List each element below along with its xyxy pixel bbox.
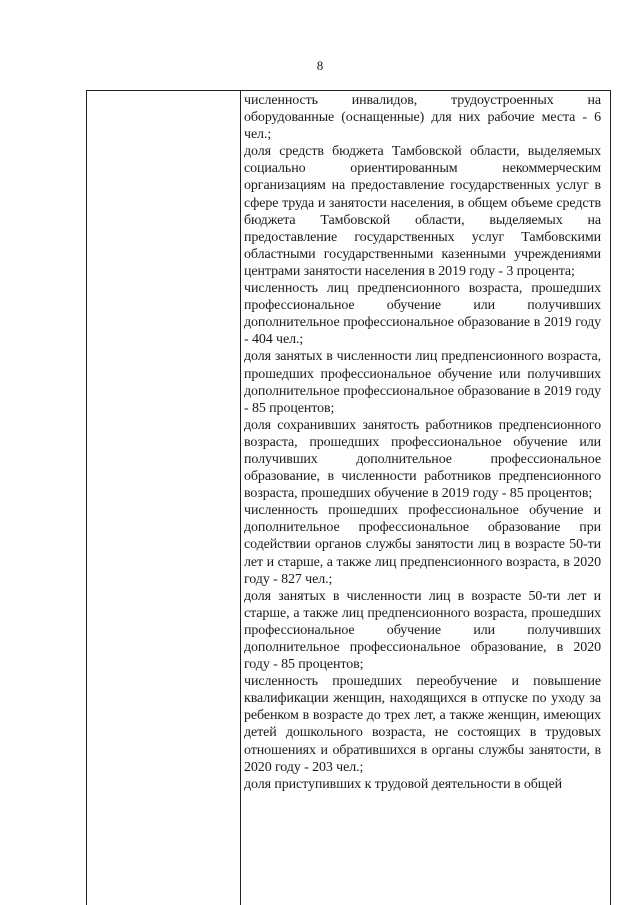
indicator-paragraph: доля занятых в численности лиц предпенсионного возраста, прошедших профессиональное обучение или получивших дополнительное профессиональное образование в 2019 году - 85 процентов; [244, 349, 601, 416]
indicator-paragraph: доля приступивших к трудовой деятельности в общей [244, 776, 562, 792]
indicator-paragraph: численность прошедших переобучение и повышение квалификации женщин, находящихся в отпуске по уходу за ребенком в возрасте до трех лет, а также женщин, имеющих детей дошкольного возраста, не состоящих в трудовых отношениях и обратившихся в органы службы занятости, в 2020 году - 203 чел.; [244, 674, 601, 775]
indicator-paragraph: численность прошедших профессиональное обучение и дополнительное профессиональное образование при содействии органов службы занятости лиц в возрасте 50-ти лет и старше, а также лиц предпенсионного возраста, в 2020 году - 827 чел.; [244, 503, 601, 587]
indicator-paragraph: численность инвалидов, трудоустроенных на оборудованные (оснащенные) для них рабочие места - 6 чел.; [244, 93, 601, 143]
indicator-paragraph: численность лиц предпенсионного возраста, прошедших профессиональное обучение или получивших дополнительное профессиональное образование в 2019 году - 404 чел.; [244, 281, 601, 348]
table-left-cell [87, 91, 241, 905]
indicator-paragraph: доля сохранивших занятость работников предпенсионного возраста, прошедших профессиональное обучение или получивших дополнительное профессиональное образование, в численности работников предпенсионного возраста, прошедших обучение в 2019 году - 85 процентов; [244, 417, 601, 502]
page-number: 8 [316, 58, 324, 73]
document-table [86, 90, 611, 905]
indicator-paragraph: доля занятых в численности лиц в возрасте 50-ти лет и старше, а также лиц предпенсионного возраста, прошедших профессиональное обучение или получивших дополнительное профессиональное образование, в 2020 году - 85 процентов; [244, 588, 601, 673]
indicator-paragraph: доля средств бюджета Тамбовской области, выделяемых социально ориентированным некоммерческим организациям на предоставление государственных услуг в сфере труда и занятости населения, в общем объеме средств бюджета Тамбовской области, выделяемых на предоставление государственных услуг Тамбовскими областными государственными казенными учреждениями центрами занятости населения в 2019 году - 3 процента; [244, 144, 601, 279]
table-right-cell [241, 91, 605, 905]
